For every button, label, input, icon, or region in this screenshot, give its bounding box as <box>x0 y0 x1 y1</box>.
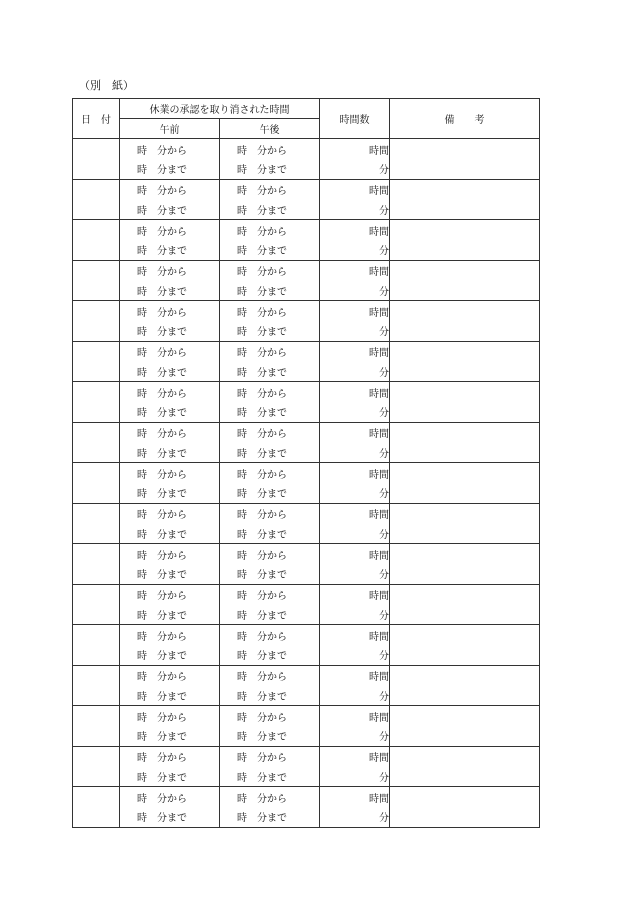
am-start-cell[interactable]: 時 分から <box>120 584 220 605</box>
pm-end-cell[interactable]: 時 分まで <box>220 402 320 422</box>
notes-cell[interactable] <box>390 503 540 544</box>
table-row <box>73 382 540 403</box>
am-start-cell[interactable]: 時 分から <box>120 787 220 808</box>
minutes-cell[interactable]: 分 <box>320 564 390 584</box>
am-start-cell[interactable]: 時 分から <box>120 544 220 565</box>
minutes-cell[interactable]: 分 <box>320 362 390 382</box>
date-cell[interactable] <box>73 746 120 787</box>
date-cell[interactable] <box>73 665 120 706</box>
minutes-cell[interactable]: 分 <box>320 645 390 665</box>
pm-end-cell[interactable]: 時 分まで <box>220 767 320 787</box>
table-row <box>73 179 540 200</box>
notes-cell[interactable] <box>390 787 540 828</box>
am-start-cell[interactable]: 時 分から <box>120 382 220 403</box>
hours-cell[interactable]: 時間 <box>320 746 390 767</box>
hours-cell[interactable]: 時間 <box>320 422 390 443</box>
table-row <box>73 544 540 565</box>
am-end-cell[interactable]: 時 分まで <box>120 524 220 544</box>
pm-start-cell[interactable]: 時 分から <box>220 625 320 646</box>
pm-start-cell[interactable]: 時 分から <box>220 544 320 565</box>
hours-cell[interactable]: 時間 <box>320 665 390 686</box>
header-am: 午前 <box>120 119 220 139</box>
minutes-cell[interactable]: 分 <box>320 402 390 422</box>
table-row <box>73 584 540 605</box>
am-end-cell[interactable]: 時 分まで <box>120 159 220 179</box>
header-notes: 備 考 <box>390 99 540 139</box>
pm-start-cell[interactable]: 時 分から <box>220 584 320 605</box>
table-row <box>73 746 540 767</box>
am-start-cell[interactable]: 時 分から <box>120 341 220 362</box>
hours-cell[interactable]: 時間 <box>320 463 390 484</box>
date-cell[interactable] <box>73 301 120 342</box>
minutes-cell[interactable]: 分 <box>320 159 390 179</box>
am-start-cell[interactable]: 時 分から <box>120 746 220 767</box>
am-start-cell[interactable]: 時 分から <box>120 260 220 281</box>
table-row <box>73 220 540 241</box>
hours-cell[interactable]: 時間 <box>320 382 390 403</box>
hours-cell[interactable]: 時間 <box>320 503 390 524</box>
minutes-cell[interactable]: 分 <box>320 726 390 746</box>
am-end-cell[interactable]: 時 分まで <box>120 726 220 746</box>
hours-cell[interactable]: 時間 <box>320 625 390 646</box>
notes-cell[interactable] <box>390 382 540 423</box>
minutes-cell[interactable]: 分 <box>320 443 390 463</box>
notes-cell[interactable] <box>390 706 540 747</box>
header-date: 日 付 <box>73 99 120 139</box>
notes-cell[interactable] <box>390 463 540 504</box>
pm-start-cell[interactable]: 時 分から <box>220 665 320 686</box>
date-cell[interactable] <box>73 625 120 666</box>
cancelled-leave-table <box>72 98 540 828</box>
table-row <box>73 787 540 808</box>
am-end-cell[interactable]: 時 分まで <box>120 645 220 665</box>
pm-start-cell[interactable]: 時 分から <box>220 422 320 443</box>
pm-end-cell[interactable]: 時 分まで <box>220 483 320 503</box>
hours-cell[interactable]: 時間 <box>320 341 390 362</box>
minutes-cell[interactable]: 分 <box>320 686 390 706</box>
pm-start-cell[interactable]: 時 分から <box>220 260 320 281</box>
table-row <box>73 260 540 281</box>
notes-cell[interactable] <box>390 341 540 382</box>
pm-start-cell[interactable]: 時 分から <box>220 220 320 241</box>
am-end-cell[interactable]: 時 分まで <box>120 281 220 301</box>
hours-cell[interactable]: 時間 <box>320 584 390 605</box>
pm-end-cell[interactable]: 時 分まで <box>220 200 320 220</box>
am-start-cell[interactable]: 時 分から <box>120 139 220 160</box>
minutes-cell[interactable]: 分 <box>320 767 390 787</box>
table-row <box>73 422 540 443</box>
table-row <box>73 503 540 524</box>
pm-start-cell[interactable]: 時 分から <box>220 301 320 322</box>
document-caption: （別 紙） <box>79 79 134 92</box>
hours-cell[interactable]: 時間 <box>320 301 390 322</box>
date-cell[interactable] <box>73 503 120 544</box>
minutes-cell[interactable]: 分 <box>320 200 390 220</box>
notes-cell[interactable] <box>390 544 540 585</box>
date-cell[interactable] <box>73 139 120 180</box>
pm-end-cell[interactable]: 時 分まで <box>220 362 320 382</box>
pm-end-cell[interactable]: 時 分まで <box>220 726 320 746</box>
am-end-cell[interactable]: 時 分まで <box>120 767 220 787</box>
pm-end-cell[interactable]: 時 分まで <box>220 605 320 625</box>
am-end-cell[interactable]: 時 分まで <box>120 564 220 584</box>
pm-end-cell[interactable]: 時 分まで <box>220 807 320 827</box>
pm-start-cell[interactable]: 時 分から <box>220 179 320 200</box>
pm-start-cell[interactable]: 時 分から <box>220 787 320 808</box>
header-cancelled-span: 休業の承認を取り消された時間 <box>120 99 320 119</box>
minutes-cell[interactable]: 分 <box>320 321 390 341</box>
am-end-cell[interactable]: 時 分まで <box>120 443 220 463</box>
table-row <box>73 706 540 727</box>
pm-end-cell[interactable]: 時 分まで <box>220 564 320 584</box>
header-hours: 時間数 <box>320 99 390 139</box>
pm-end-cell[interactable]: 時 分まで <box>220 159 320 179</box>
pm-end-cell[interactable]: 時 分まで <box>220 443 320 463</box>
pm-start-cell[interactable]: 時 分から <box>220 503 320 524</box>
table-row <box>73 139 540 160</box>
notes-cell[interactable] <box>390 746 540 787</box>
minutes-cell[interactable]: 分 <box>320 605 390 625</box>
hours-cell[interactable]: 時間 <box>320 139 390 160</box>
date-cell[interactable] <box>73 787 120 828</box>
date-cell[interactable] <box>73 706 120 747</box>
table-row <box>73 665 540 686</box>
notes-cell[interactable] <box>390 179 540 220</box>
table-row <box>73 625 540 646</box>
date-cell[interactable] <box>73 584 120 625</box>
am-end-cell[interactable]: 時 分まで <box>120 362 220 382</box>
notes-cell[interactable] <box>390 422 540 463</box>
date-cell[interactable] <box>73 260 120 301</box>
minutes-cell[interactable]: 分 <box>320 281 390 301</box>
pm-start-cell[interactable]: 時 分から <box>220 139 320 160</box>
am-end-cell[interactable]: 時 分まで <box>120 483 220 503</box>
notes-cell[interactable] <box>390 584 540 625</box>
am-start-cell[interactable]: 時 分から <box>120 463 220 484</box>
table-row <box>73 341 540 362</box>
am-start-cell[interactable]: 時 分から <box>120 301 220 322</box>
hours-cell[interactable]: 時間 <box>320 787 390 808</box>
notes-cell[interactable] <box>390 139 540 180</box>
pm-start-cell[interactable]: 時 分から <box>220 463 320 484</box>
minutes-cell[interactable]: 分 <box>320 807 390 827</box>
am-start-cell[interactable]: 時 分から <box>120 706 220 727</box>
date-cell[interactable] <box>73 220 120 261</box>
am-start-cell[interactable]: 時 分から <box>120 625 220 646</box>
hours-cell[interactable]: 時間 <box>320 544 390 565</box>
notes-cell[interactable] <box>390 260 540 301</box>
table-row <box>73 301 540 322</box>
pm-end-cell[interactable]: 時 分まで <box>220 645 320 665</box>
date-cell[interactable] <box>73 341 120 382</box>
minutes-cell[interactable]: 分 <box>320 524 390 544</box>
hours-cell[interactable]: 時間 <box>320 706 390 727</box>
pm-start-cell[interactable]: 時 分から <box>220 382 320 403</box>
minutes-cell[interactable]: 分 <box>320 483 390 503</box>
am-end-cell[interactable]: 時 分まで <box>120 240 220 260</box>
minutes-cell[interactable]: 分 <box>320 240 390 260</box>
pm-end-cell[interactable]: 時 分まで <box>220 686 320 706</box>
pm-start-cell[interactable]: 時 分から <box>220 341 320 362</box>
header-pm: 午後 <box>220 119 320 139</box>
notes-cell[interactable] <box>390 220 540 261</box>
am-start-cell[interactable]: 時 分から <box>120 220 220 241</box>
hours-cell[interactable]: 時間 <box>320 220 390 241</box>
date-cell[interactable] <box>73 422 120 463</box>
table-row <box>73 463 540 484</box>
pm-end-cell[interactable]: 時 分まで <box>220 240 320 260</box>
date-cell[interactable] <box>73 544 120 585</box>
pm-end-cell[interactable]: 時 分まで <box>220 281 320 301</box>
am-end-cell[interactable]: 時 分まで <box>120 686 220 706</box>
date-cell[interactable] <box>73 463 120 504</box>
pm-end-cell[interactable]: 時 分まで <box>220 524 320 544</box>
date-cell[interactable] <box>73 179 120 220</box>
pm-end-cell[interactable]: 時 分まで <box>220 321 320 341</box>
am-end-cell[interactable]: 時 分まで <box>120 402 220 422</box>
hours-cell[interactable]: 時間 <box>320 260 390 281</box>
am-start-cell[interactable]: 時 分から <box>120 179 220 200</box>
notes-cell[interactable] <box>390 625 540 666</box>
table-body <box>73 139 540 828</box>
am-start-cell[interactable]: 時 分から <box>120 665 220 686</box>
pm-start-cell[interactable]: 時 分から <box>220 706 320 727</box>
am-start-cell[interactable]: 時 分から <box>120 422 220 443</box>
notes-cell[interactable] <box>390 301 540 342</box>
notes-cell[interactable] <box>390 665 540 706</box>
am-end-cell[interactable]: 時 分まで <box>120 321 220 341</box>
hours-cell[interactable]: 時間 <box>320 179 390 200</box>
am-start-cell[interactable]: 時 分から <box>120 503 220 524</box>
am-end-cell[interactable]: 時 分まで <box>120 605 220 625</box>
am-end-cell[interactable]: 時 分まで <box>120 200 220 220</box>
pm-start-cell[interactable]: 時 分から <box>220 746 320 767</box>
am-end-cell[interactable]: 時 分まで <box>120 807 220 827</box>
date-cell[interactable] <box>73 382 120 423</box>
